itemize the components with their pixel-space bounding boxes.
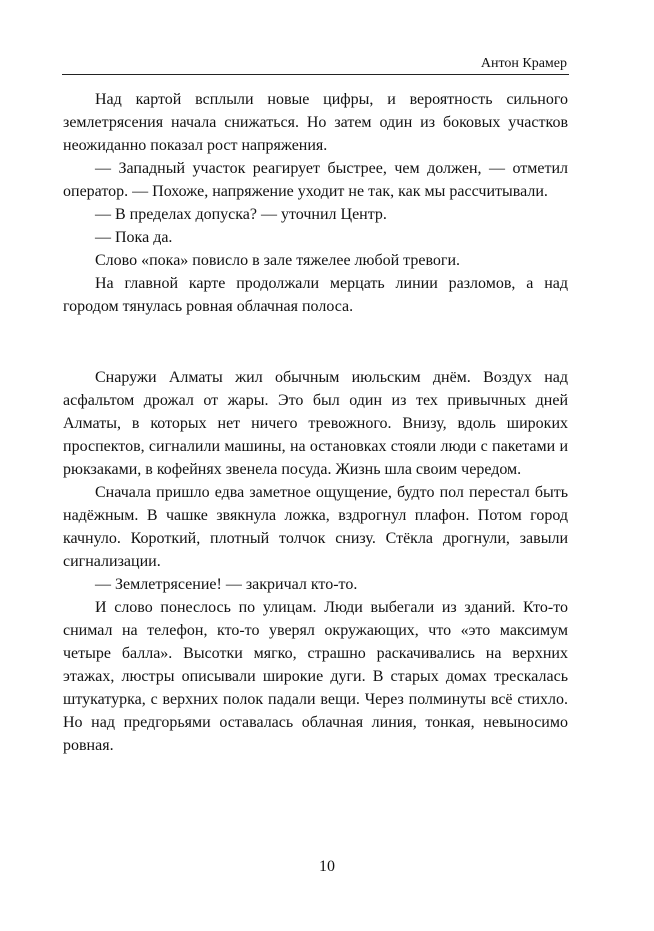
paragraph: Сначала пришло едва заметное ощущение, будто пол перестал быть надёжным. В чашке звякнула ложка, вздрогнул плафон. Потом город качнуло. Короткий, плотный толчок снизу. Стёкла дрогнули, завыли сигнализации. — [63, 484, 568, 570]
paragraph: — Пока да. — [95, 229, 173, 246]
paragraph: — Землетрясение! — закричал кто-то. — [95, 576, 358, 593]
section-1 — [63, 88, 568, 318]
paragraph: — В пределах допуска? — уточнил Центр. — [95, 206, 387, 223]
header-author: Антон Крамер — [480, 56, 567, 71]
page-number: 10 — [319, 858, 335, 875]
running-header — [62, 54, 569, 75]
paragraph: — Западный участок реагирует быстрее, чем должен, — отметил оператор. — Похоже, напряжение уходит не так, как мы рассчитывали. — [63, 160, 568, 200]
paragraph: Снаружи Алматы жил обычным июльским днём. Воздух над асфальтом дрожал от жары. Это был один из тех привычных дней Алматы, в которых нет ничего тревожного. Внизу, вдоль широких проспектов, сигналили машины, на остановках стояли люди с пакетами и рюкзаками, в кофейнях звенела посуда. Жизнь шла своим чередом. — [63, 369, 568, 478]
section-2 — [63, 366, 568, 757]
paragraph: И слово понеслось по улицам. Люди выбегали из зданий. Кто-то снимал на телефон, кто-то уверял окружающих, что «это максимум четыре балла». Высотки мягко, страшно раскачивались на верхних этажах, люстры описывали широкие дуги. В старых домах трескалась штукатурка, с верхних полок падали вещи. Через полминуты всё стихло. Но над предгорьями оставалась облачная линия, тонкая, невыносимо ровная. — [63, 599, 568, 754]
paragraph: Над картой всплыли новые цифры, и вероятность сильного землетрясения начала снижаться. Но затем один из боковых участков неожиданно показал рост напряжения. — [63, 91, 568, 154]
paragraph: На главной карте продолжали мерцать линии разломов, а над городом тянулась ровная облачная полоса. — [63, 275, 568, 315]
paragraph: Слово «пока» повисло в зале тяжелее любой тревоги. — [95, 252, 461, 269]
